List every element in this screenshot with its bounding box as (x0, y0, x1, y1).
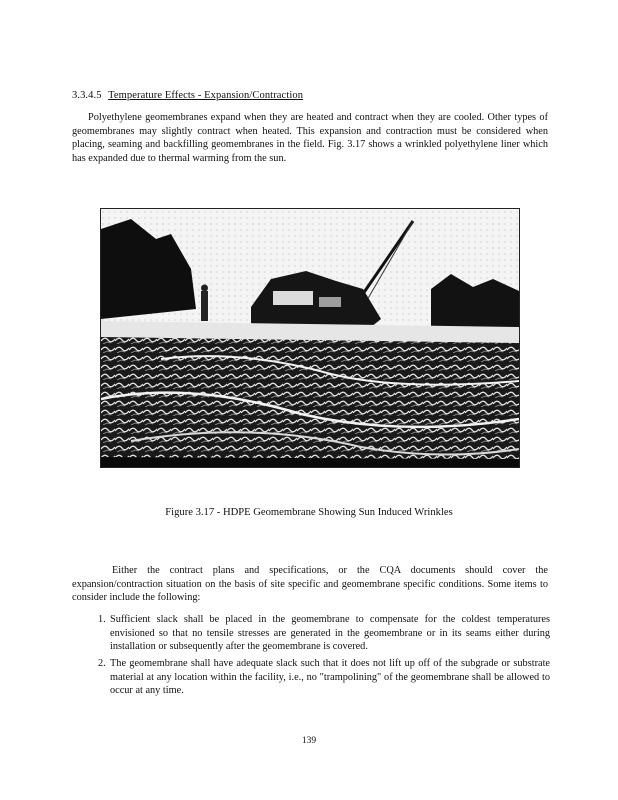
figure-caption: Figure 3.17 - HDPE Geomembrane Showing Sun Induced Wrinkles (165, 507, 453, 518)
list-item-text: The geomembrane shall have adequate slack such that it does not lift up off of the subgrade or substrate material at any location within the facility, i.e., no "trampolining" of the geomembrane shall be allowed to occur at any time. (110, 658, 550, 697)
list-item-number: 1. (98, 614, 106, 625)
list-item-number: 2. (98, 658, 106, 669)
section-number: 3.3.4.5 (72, 90, 102, 101)
figure-photo (100, 208, 520, 468)
intro-paragraph: Polyethylene geomembranes expand when they are heated and contract when they are cooled. Other types of geomembranes may slightly contract when heated. This expansion and contraction must be considered when placing, seaming and backfilling geomembranes in the field. Fig. 3.17 shows a wrinkled polyethylene liner which has expanded due to thermal warming from the sun. (72, 112, 548, 164)
list-item-text: Sufficient slack shall be placed in the geomembrane to compensate for the coldest temperatures envisioned so that no tensile stresses are generated in the geomembrane or in its seams either during installation or subsequently after the geomembrane is covered. (110, 614, 550, 653)
page-number: 139 (301, 736, 317, 746)
section-title: Temperature Effects - Expansion/Contraction (108, 90, 304, 101)
list-item (98, 613, 550, 654)
geomembrane-photo-image (101, 209, 519, 467)
list-item (98, 657, 550, 698)
body-paragraph: Either the contract plans and specifications, or the CQA documents should cover the expansion/contraction situation on the basis of site specific and geomembrane specific conditions. Some items to consider include the following: (72, 565, 548, 604)
section-heading (72, 90, 303, 101)
